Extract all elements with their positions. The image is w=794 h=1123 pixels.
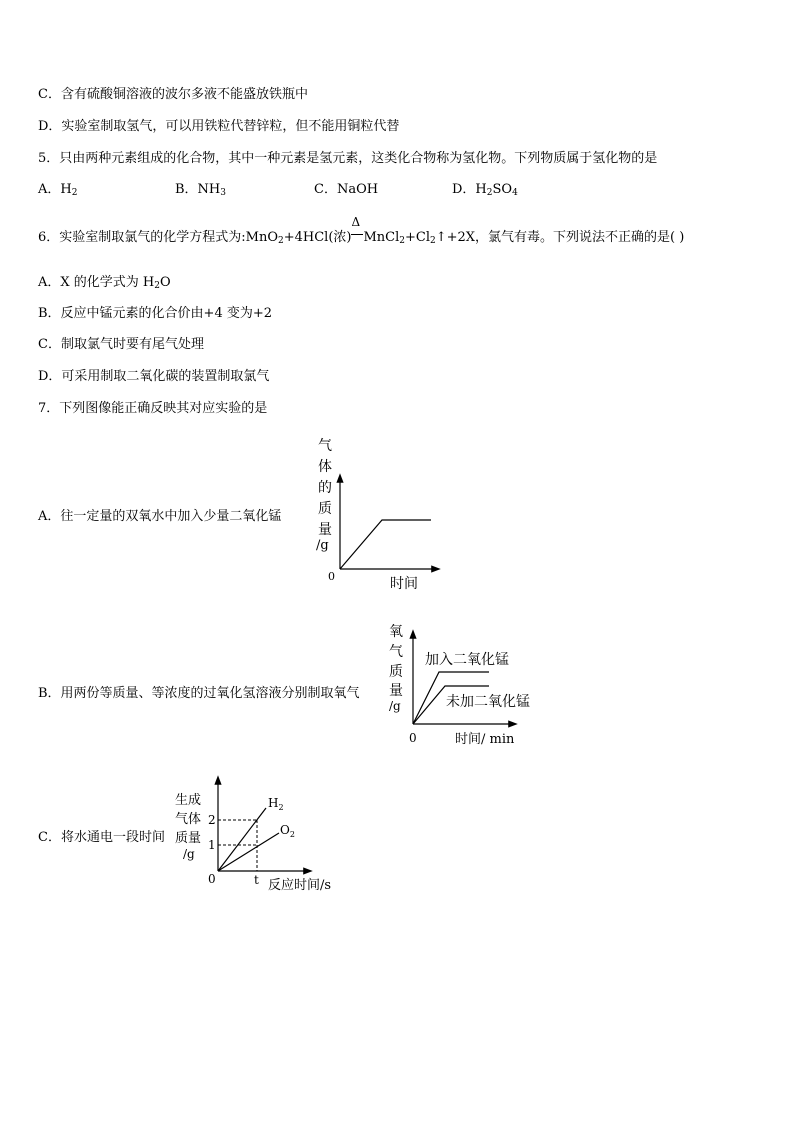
q6-option-a: A．X 的化学式为 $H_2O$ [38,275,171,291]
graph-a-ylabel-3: 的 [318,480,332,496]
graph-c-label-h2: $H_2$ [268,796,284,812]
graph-c-xlabel: 反应时间/s [268,878,332,893]
graph-a-curve [340,520,431,569]
graph-a-origin: 0 [328,570,335,583]
graph-c-line-h2 [218,808,266,871]
q7-option-c-text: C．将水通电一段时间 [38,830,165,845]
graph-c-ylabel-4: /g [183,847,195,861]
q7-option-a-text: A．往一定量的双氧水中加入少量二氧化锰 [38,509,282,524]
reaction-condition: Δ [351,230,363,245]
option-c-prev: C．含有硫酸铜溶液的波尔多液不能盛放铁瓶中 [38,87,308,102]
graph-c-ylabel-3: 质量 [175,831,202,846]
question-6-stem: 6．实验室制取氯气的化学方程式为:MnO$_2$+4HCl(浓) Δ $MnCl_2+Cl_2↑+2X$，氯气有毒。下列说法不正确的是( ) [38,215,685,246]
q5-option-c: C．NaOH [314,182,379,197]
graph-b [385,620,560,750]
graph-a-ylabel-5: 量 [318,522,332,538]
graph-b-ylabel-2: 气 [389,644,403,660]
graph-c-tick-t: t [254,873,259,887]
graph-c-ylabel-1: 生成 [175,793,202,808]
graph-c-line-o2 [218,833,279,871]
graph-c-origin: 0 [208,872,216,886]
graph-b-origin: 0 [409,731,417,745]
q6-option-c: C．制取氯气时要有尾气处理 [38,337,204,352]
graph-a [300,432,450,592]
graph-c-label-o2: $O_2$ [280,823,295,839]
graph-c [170,775,345,897]
graph-b-ylabel-5: /g [389,699,401,713]
graph-a-ylabel-6: /g [316,538,329,553]
question-5-stem: 5．只由两种元素组成的化合物，其中一种元素是氢元素，这类化合物称为氢化物。下列物质属于氢化物的是 [38,151,658,166]
graph-b-xlabel: 时间/ min [455,732,515,747]
graph-a-ylabel-2: 体 [318,459,332,475]
q5-option-b: B．$NH_3$ [175,182,226,198]
graph-a-ylabel-4: 质 [318,501,332,517]
graph-a-xlabel: 时间 [390,576,418,592]
graph-b-ylabel-4: 量 [389,683,403,699]
graph-b-label-without: 未加二氧化锰 [446,694,530,710]
graph-c-tick-1: 1 [208,838,216,852]
graph-a-ylabel-1: 气 [318,438,332,454]
option-d-prev: D．实验室制取氢气，可以用铁粒代替锌粒，但不能用铜粒代替 [38,119,400,134]
q5-option-d: D．$H_2SO_4$ [452,182,518,198]
graph-c-tick-2: 2 [208,813,216,827]
q7-option-b-text: B．用两份等质量、等浓度的过氧化氢溶液分别制取氧气 [38,686,360,701]
question-7-stem: 7．下列图像能正确反映其对应实验的是 [38,401,268,416]
graph-b-ylabel-1: 氧 [389,624,403,640]
q6-option-d: D．可采用制取二氧化碳的装置制取氯气 [38,369,270,384]
q5-option-a: A．$H_2$ [38,182,78,198]
q6-option-b: B．反应中锰元素的化合价由+4 变为+2 [38,306,273,321]
graph-b-ylabel-3: 质 [389,664,403,680]
graph-b-label-with: 加入二氧化锰 [425,652,509,668]
graph-c-ylabel-2: 气体 [175,812,202,827]
